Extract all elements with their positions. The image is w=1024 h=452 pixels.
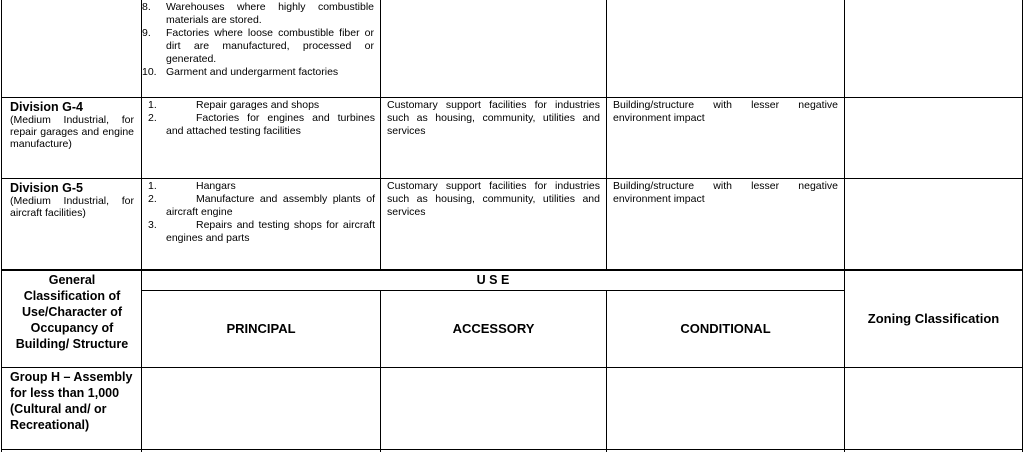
- item-number: 1.: [148, 99, 157, 111]
- grid-line: [141, 290, 844, 291]
- grid-line: [606, 0, 607, 270]
- division-description: (Medium Industrial, for aircraft facilities): [10, 195, 134, 219]
- grid-line: [1, 97, 1023, 98]
- grid-line: [380, 291, 381, 452]
- grid-line: [1022, 0, 1023, 452]
- item-text: Garment and undergarment factories: [166, 66, 339, 78]
- classification-cell: [10, 181, 134, 219]
- classification-cell: [10, 100, 134, 150]
- grid-line: [1, 367, 1023, 368]
- accessory-header: ACCESSORY: [452, 321, 535, 336]
- principal-list: [148, 99, 375, 138]
- conditional-cell: Building/structure with lesser negative environment impact: [613, 180, 838, 205]
- item-text: Factories for engines and turbines and attached testing facilities: [166, 112, 375, 137]
- division-description: (Medium Industrial, for repair garages and engine manufacture): [10, 114, 134, 150]
- item-text: Manufacture and assembly plants of aircraft engine: [166, 193, 375, 218]
- list-item: [142, 27, 374, 66]
- principal-list: [148, 180, 375, 245]
- grid-line: [606, 291, 607, 452]
- list-item: [142, 66, 374, 79]
- division-title: Division G-4: [10, 100, 83, 114]
- grid-line: [844, 0, 845, 452]
- item-text: Repair garages and shops: [196, 99, 320, 111]
- accessory-cell: Customary support facilities for industries such as housing, community, utilities and services: [387, 99, 600, 137]
- division-title: Division G-5: [10, 181, 83, 195]
- conditional-cell: Building/structure with lesser negative environment impact: [613, 99, 838, 124]
- list-item: [148, 112, 375, 138]
- grid-line: [1, 449, 1023, 450]
- item-number: 9.: [142, 27, 151, 39]
- item-number: 8.: [142, 1, 151, 13]
- zoning-header: Zoning Classification: [867, 311, 1000, 326]
- item-number: 2.: [148, 112, 157, 124]
- principal-cell: [142, 1, 374, 79]
- list-item: [148, 180, 375, 193]
- conditional-header: CONDITIONAL: [680, 321, 771, 336]
- accessory-cell: Customary support facilities for industries such as housing, community, utilities and services: [387, 180, 600, 218]
- item-number: 10.: [142, 66, 157, 78]
- use-header: U S E: [476, 273, 510, 287]
- grid-line: [1, 178, 1023, 179]
- item-text: Warehouses where highly combustible materials are stored.: [166, 1, 374, 26]
- list-item: [148, 193, 375, 219]
- list-item: [142, 1, 374, 27]
- list-item: [148, 219, 375, 245]
- grid-line: [1, 269, 1023, 271]
- item-text: Hangars: [196, 180, 236, 192]
- classification-header: General Classification of Use/Character of Occupancy of Building/ Structure: [15, 273, 129, 351]
- grid-line: [380, 0, 381, 270]
- principal-list: [142, 1, 374, 79]
- item-number: 3.: [148, 219, 157, 231]
- item-text: Repairs and testing shops for aircraft engines and parts: [166, 219, 375, 244]
- list-item: [148, 99, 375, 112]
- principal-header: PRINCIPAL: [226, 321, 296, 336]
- principal-cell: [148, 180, 375, 245]
- item-text: Factories where loose combustible fiber or dirt are manufactured, processed or generated.: [166, 27, 374, 65]
- grid-line: [1, 0, 2, 452]
- principal-cell: [148, 99, 375, 138]
- item-number: 1.: [148, 180, 157, 192]
- item-number: 2.: [148, 193, 157, 205]
- group-h-title: Group H – Assembly for less than 1,000 (Cultural and/ or Recreational): [10, 370, 133, 432]
